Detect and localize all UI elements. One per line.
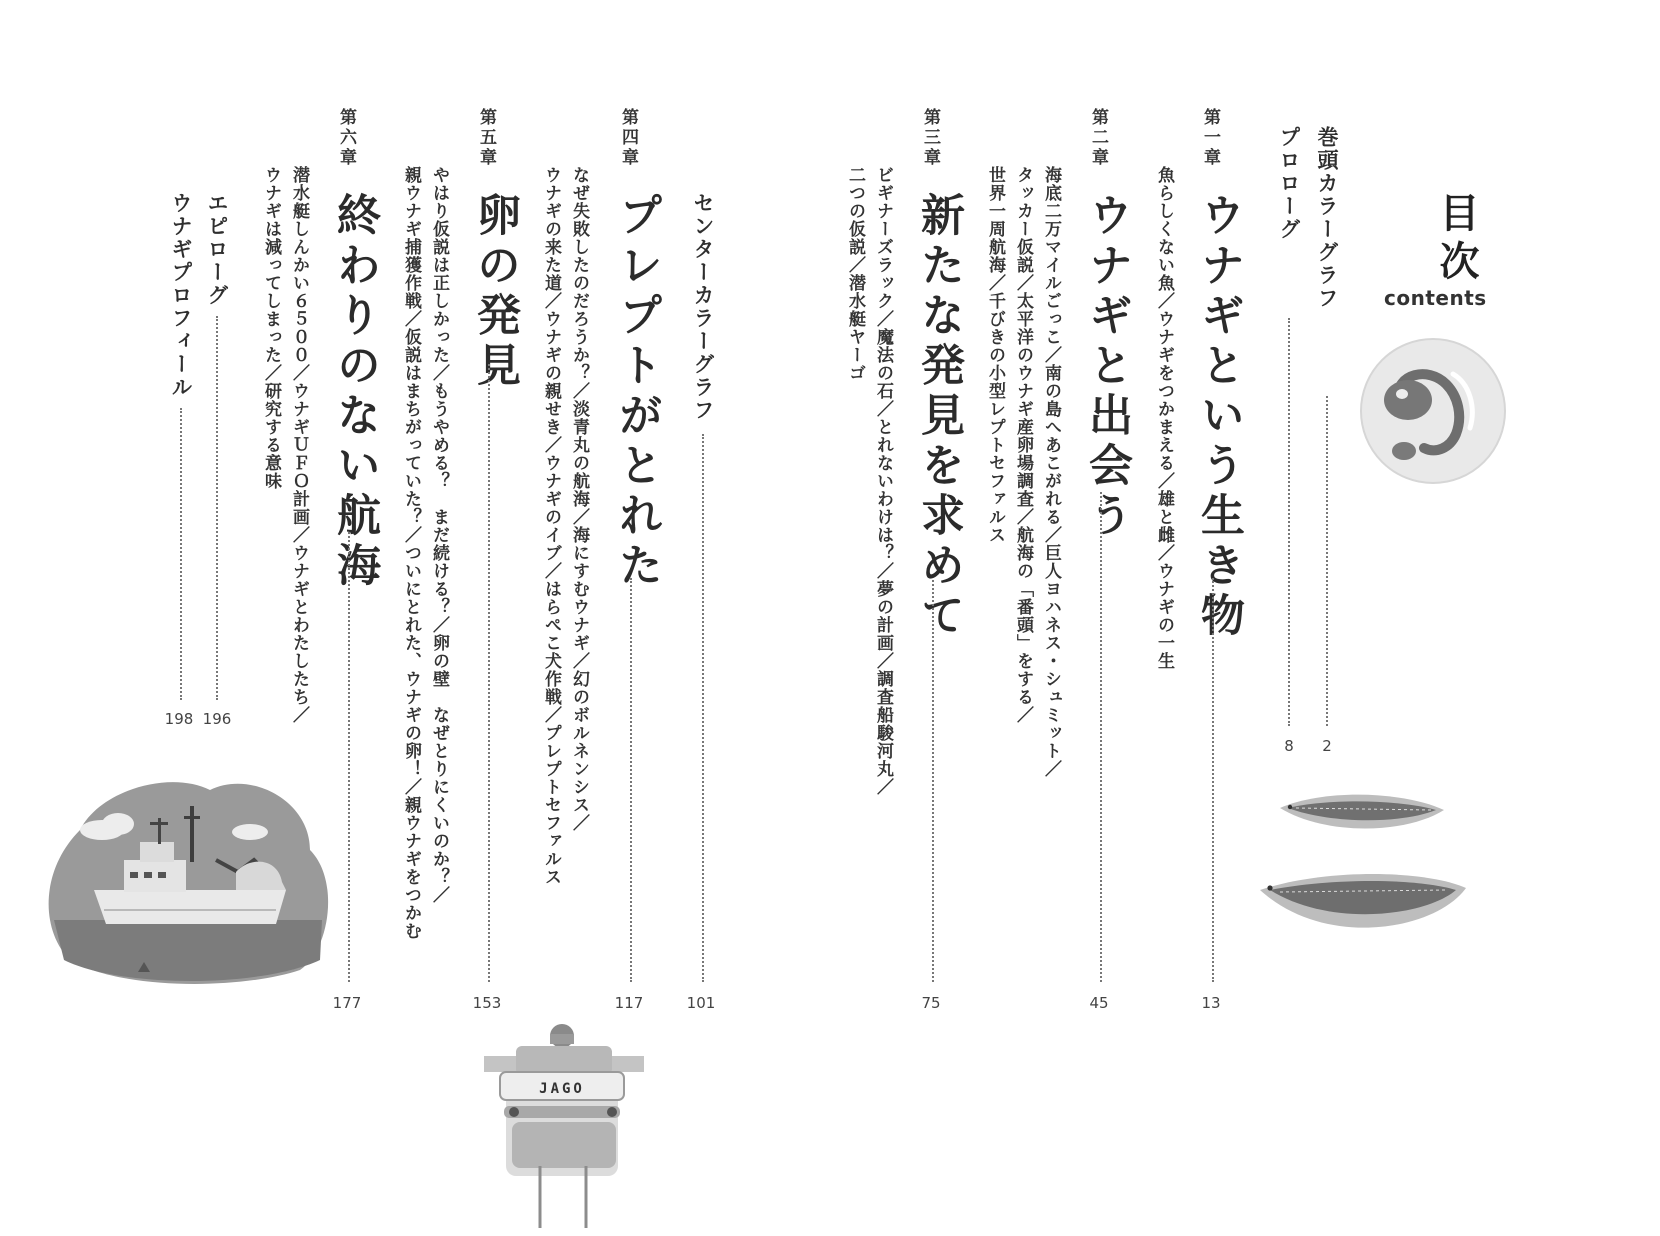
chapter-2-title[interactable]: ウナギと出会う	[1081, 192, 1132, 542]
leader-dots	[488, 364, 490, 982]
leptocephalus-icon	[1276, 790, 1446, 840]
chapter-3-sections-line-1: ビギナーズラック／魔法の石／とれないわけは？／夢の計画／調査船駿河丸／	[873, 166, 893, 796]
leader-dots	[630, 578, 632, 982]
leader-dots	[932, 580, 934, 982]
chapter-2-number: 第二章	[1088, 108, 1108, 168]
page-number: 198	[164, 710, 194, 728]
chapter-1-sections: 魚らしくない魚／ウナギをつかまえる／雄と雌／ウナギの一生	[1154, 166, 1174, 670]
leader-dots	[1212, 578, 1214, 982]
toc-entry-center-color-graph[interactable]: センターカラーグラフ	[691, 192, 715, 422]
chapter-3-title[interactable]: 新たな発見を求めて	[913, 192, 964, 642]
chapter-5-title[interactable]: 卵の発見	[469, 192, 520, 392]
toc-entry-epilogue[interactable]: エピローグ	[205, 192, 229, 307]
chapter-6-number: 第六章	[336, 108, 356, 168]
page-number: 2	[1322, 737, 1332, 755]
eel-larva-egg-icon	[1358, 336, 1508, 486]
page-number: 117	[614, 994, 644, 1012]
page-number: 101	[686, 994, 716, 1012]
toc-title-en: contents	[1384, 286, 1487, 310]
leader-dots	[1288, 318, 1290, 726]
leader-dots	[702, 434, 704, 982]
chapter-1-number: 第一章	[1200, 108, 1220, 168]
submarine-icon	[478, 1016, 648, 1230]
chapter-6-title[interactable]: 終わりのない航海	[329, 192, 380, 592]
page-number: 153	[472, 994, 502, 1012]
chapter-1-title[interactable]: ウナギという生き物	[1193, 192, 1244, 642]
chapter-5-sections-line-2: 親ウナギ捕獲作戦／仮説はまちがっていた？／ついにとれた、ウナギの卵！／親ウナギをつかむ	[401, 166, 421, 940]
chapter-3-number: 第三章	[920, 108, 940, 168]
toc-title: 目次	[1433, 192, 1479, 288]
chapter-2-sections-line-1: 海底二万マイルごっこ／南の島へあこがれる／巨人ヨハネス・シュミット／	[1041, 166, 1061, 778]
page-number: 13	[1201, 994, 1221, 1012]
submarine-label: JAGO	[539, 1081, 585, 1097]
leader-dots	[348, 532, 350, 982]
page-number: 75	[921, 994, 941, 1012]
page-number: 8	[1284, 737, 1294, 755]
chapter-6-sections-line-1: 潜水艇しんかい６５００／ウナギＵＦＯ計画／ウナギとわたしたち／	[289, 166, 309, 724]
page-number: 177	[332, 994, 362, 1012]
toc-entry-eel-profile[interactable]: ウナギプロフィール	[169, 192, 193, 399]
leader-dots	[1326, 396, 1328, 726]
chapter-5-sections-line-1: やはり仮説は正しかった／もうやめる？ まだ続ける？／卵の壁 なぜとりにくいのか？／	[429, 166, 449, 904]
chapter-2-sections-line-3: 世界一周航海／千びきの小型レプトセファルス	[985, 166, 1005, 544]
leader-dots	[216, 316, 218, 700]
toc-entry-color-graph[interactable]: 巻頭カラーグラフ	[1315, 126, 1339, 310]
page-number: 45	[1089, 994, 1109, 1012]
leader-dots	[180, 408, 182, 700]
chapter-3-sections-line-2: 二つの仮説／潜水艇ヤーゴ	[845, 166, 865, 382]
research-ship-icon	[40, 760, 330, 990]
leptocephalus-icon	[1256, 868, 1468, 948]
chapter-2-sections-line-2: タッカー仮説／太平洋のウナギ産卵場調査／航海の「番頭」をする／	[1013, 166, 1033, 724]
leader-dots	[1100, 492, 1102, 982]
chapter-6-sections-line-2: ウナギは減ってしまった／研究する意味	[261, 166, 281, 490]
page-number: 196	[202, 710, 232, 728]
toc-entry-prologue[interactable]: プロローグ	[1277, 126, 1301, 241]
chapter-4-number: 第四章	[618, 108, 638, 168]
chapter-4-sections-line-2: ウナギの来た道／ウナギの親せき／ウナギのイブ／はらぺこ犬作戦／プレプトセファルス	[541, 166, 561, 886]
chapter-5-number: 第五章	[476, 108, 496, 168]
chapter-4-title[interactable]: プレプトがとれた	[611, 192, 662, 592]
chapter-4-sections-line-1: なぜ失敗したのだろうか？／淡青丸の航海／海にすむウナギ／幻のボルネンシス／	[569, 166, 589, 832]
